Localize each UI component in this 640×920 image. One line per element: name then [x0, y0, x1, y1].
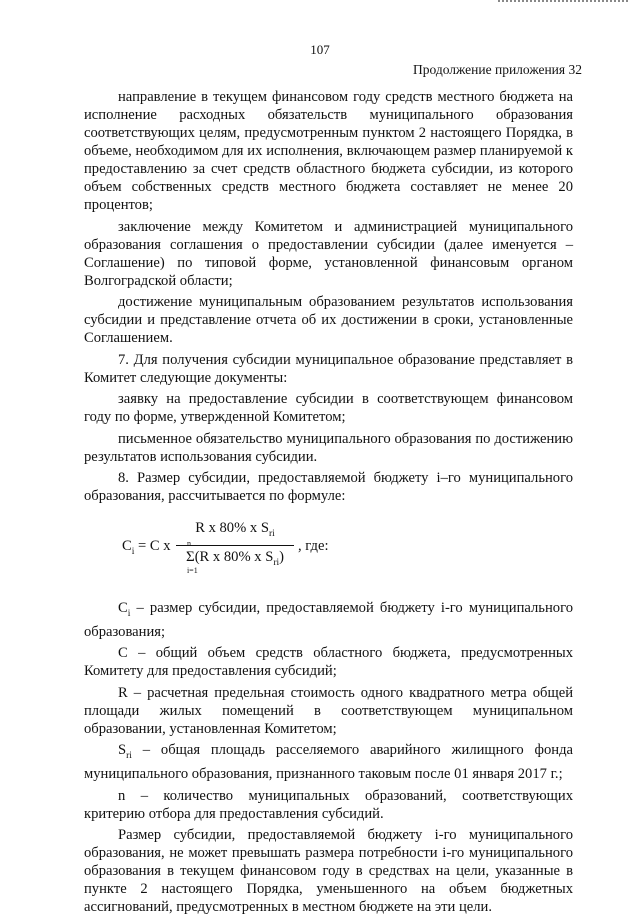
sigma-upper: n [186, 538, 191, 548]
def-sub: i [127, 608, 131, 619]
formula-lhs-symbol: C [122, 538, 132, 554]
def-symbol: C [118, 645, 128, 662]
paragraph: направление в текущем финансовом году средств местного бюджета на исполнение расходных обязательств муниципального образования соответствующих целям, предусмотренным пунктом 2 настоящего Порядка, в объеме, необходимом для их исполнения, включающем размер планируемой к предоставлению за счет средств областного бюджета субсидии, из которого объем собственных средств местного бюджета составляет не менее 20 процентов; [84, 89, 573, 213]
numerator-sub: ri [268, 528, 275, 539]
paragraph: 7. Для получения субсидии муниципальное образование представляет в Комитет следующие документы: [84, 351, 573, 386]
def-text: – общая площадь расселяемого аварийного жилищного фонда муниципального образования, признанного таковым после 01 января 2017 г.; [84, 742, 573, 783]
paragraph: заключение между Комитетом и администрацией муниципального образования соглашения о предоставлении субсидии (далее именуется – Соглашение) по типовой форме, установленной финансовым органом Волгоградской области; [84, 218, 573, 289]
formula-equals: = C x [138, 538, 171, 554]
paragraph: достижение муниципальным образованием результатов использования субсидии и представление отчета об их достижении в сроки, установленные Соглашением. [84, 294, 573, 346]
definition-n [84, 787, 573, 823]
def-symbol: S [118, 742, 127, 759]
denominator-text: (R x 80% x S [194, 548, 274, 565]
page-number: 107 [310, 42, 330, 57]
denominator-close: ) [279, 548, 285, 565]
formula-lhs [122, 537, 171, 561]
definition-r [84, 684, 573, 738]
sigma-symbol: Σ [185, 548, 195, 565]
paragraph: 8. Размер субсидии, предоставляемой бюджету i–го муниципального образования, рассчитывается по формуле: [84, 470, 573, 504]
def-symbol: n [118, 787, 126, 804]
formula-fraction [176, 519, 294, 575]
sigma-sign [185, 538, 198, 575]
def-symbol: R [118, 684, 128, 701]
def-sub: ri [126, 751, 132, 762]
formula-numerator [176, 519, 294, 546]
def-text: – расчетная предельная стоимость одного квадратного метра общей площади жилых помещений в соответствующем муниципальном образовании, установленная Комитетом; [84, 684, 573, 737]
final-paragraph: Размер субсидии, предоставляемой бюджету i-го муниципального образования, не может превышать размера потребности i-го муниципального образования в текущем финансовом году в средствах на цели, указанные в пункте 2 настоящего Порядка, уменьшенного на объем бюджетных ассигнований, предусмотренных в местном бюджете на эти цели. [84, 827, 573, 916]
definition-c [84, 644, 573, 680]
def-symbol: C [118, 600, 128, 616]
scan-artifact [498, 0, 628, 6]
numerator-text: R x 80% x S [195, 520, 269, 536]
definition-ci [84, 599, 573, 641]
paragraph: заявку на предоставление субсидии в соответствующем финансовом году по форме, утвержденной Комитетом; [84, 391, 573, 425]
definition-sri [84, 741, 573, 783]
def-text: – размер субсидии, предоставляемой бюджету i-го муниципального образования; [84, 600, 573, 640]
formula-tail: , где: [298, 538, 329, 554]
sigma-lower: i=1 [186, 565, 198, 575]
formula-denominator [176, 538, 294, 575]
def-text: – количество муниципальных образований, соответствующих критерию отбора для предоставления субсидий. [84, 787, 573, 822]
denominator-sub: ri [273, 557, 280, 568]
appendix-note: Продолжение приложения 32 [412, 62, 582, 77]
document-body [84, 88, 573, 920]
subsidy-formula [84, 515, 573, 585]
formula-lhs-sub: i [131, 546, 135, 557]
def-text: – общий объем средств областного бюджета, предусмотренных Комитету для предоставления субсидий; [84, 645, 573, 680]
paragraph: письменное обязательство муниципального образования по достижению результатов использования субсидии. [84, 430, 573, 465]
